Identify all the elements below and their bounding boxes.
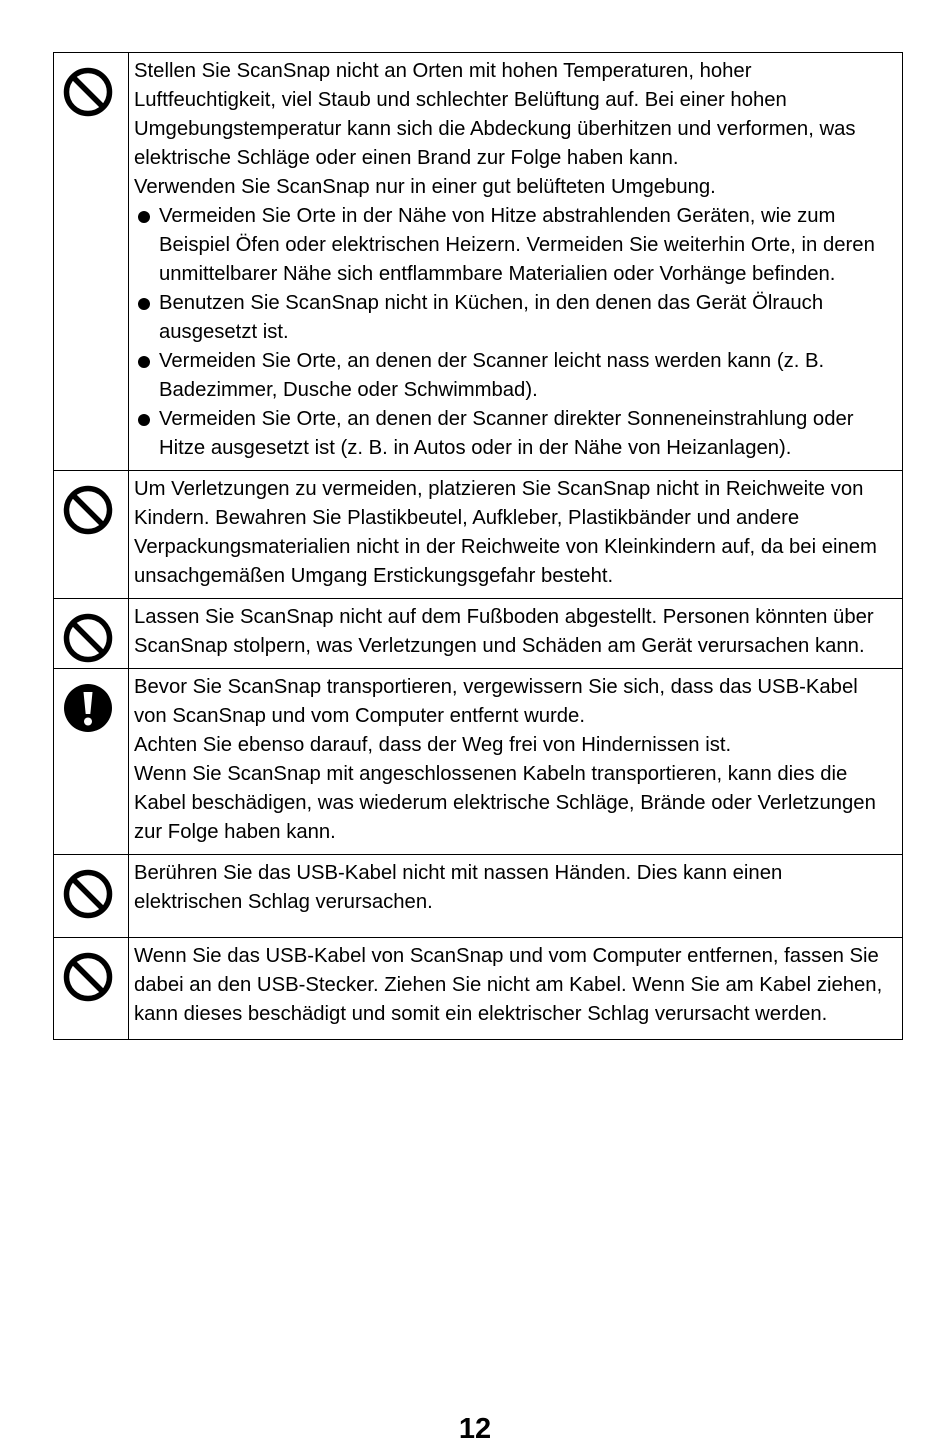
bullet-item: Benutzen Sie ScanSnap nicht in Küchen, in den denen das Gerät Ölrauch ausgesetzt ist. [134, 289, 896, 347]
bullet-item: Vermeiden Sie Orte, an denen der Scanner direkter Sonneneinstrahlung oder Hitze ausgesetzt ist (z. B. in Autos oder in der Nähe von Heizanlagen). [134, 405, 896, 463]
warning-paragraph: Stellen Sie ScanSnap nicht an Orten mit hohen Temperaturen, hoher Luftfeuchtigkeit, viel Staub und schlechter Belüftung auf. Bei einer hohen Umgebungstemperatur kann sich die Abdeckung überhitzen und verformen, was elektrische Schläge oder einen Brand zur Folge haben kann. [134, 60, 856, 169]
prohibition-icon [63, 67, 113, 117]
warning-text [129, 855, 903, 938]
mandatory-action-icon [63, 683, 113, 733]
warning-row [54, 938, 903, 1040]
warning-text [129, 669, 903, 855]
page-number: 12 [458, 1413, 492, 1445]
warning-paragraph: Wenn Sie ScanSnap mit angeschlossenen Kabeln transportieren, kann dies die Kabel beschädigen, was wiederum elektrische Schläge, Brände oder Verletzungen zur Folge haben kann. [134, 763, 876, 843]
warning-row [54, 599, 903, 669]
safety-warnings-table [53, 52, 903, 1040]
warning-row [54, 669, 903, 855]
warning-paragraph: Berühren Sie das USB-Kabel nicht mit nassen Händen. Dies kann einen elektrischen Schlag verursachen. [134, 862, 783, 913]
warning-row [54, 855, 903, 938]
bullet-item: Vermeiden Sie Orte in der Nähe von Hitze abstrahlenden Geräten, wie zum Beispiel Öfen oder elektrischen Heizern. Vermeiden Sie weiterhin Orte, in deren unmittelbarer Nähe sich entflammbare Materialien oder Vorhänge befinden. [134, 202, 896, 289]
warning-row [54, 53, 903, 471]
bullet-item: Vermeiden Sie Orte, an denen der Scanner leicht nass werden kann (z. B. Badezimmer, Dusche oder Schwimmbad). [134, 347, 896, 405]
prohibition-icon [63, 952, 113, 1002]
warning-text [129, 599, 903, 669]
warning-text [129, 471, 903, 599]
warning-paragraph: Achten Sie ebenso darauf, dass der Weg frei von Hindernissen ist. [134, 734, 732, 756]
warning-paragraph: Wenn Sie das USB-Kabel von ScanSnap und vom Computer entfernen, fassen Sie dabei an den USB-Stecker. Ziehen Sie nicht am Kabel. Wenn Sie am Kabel ziehen, kann dieses beschädigt und somit ein elektrischer Schlag verursacht werden. [134, 945, 883, 1025]
warning-row [54, 471, 903, 599]
warning-paragraph: Lassen Sie ScanSnap nicht auf dem Fußboden abgestellt. Personen könnten über ScanSnap stolpern, was Verletzungen und Schäden am Gerät verursachen kann. [134, 606, 874, 657]
warning-paragraph: Bevor Sie ScanSnap transportieren, vergewissern Sie sich, dass das USB-Kabel von ScanSnap und vom Computer entfernt wurde. [134, 676, 858, 727]
prohibition-icon [63, 613, 113, 663]
warning-text [129, 53, 903, 471]
warning-bullet-list [134, 202, 896, 463]
prohibition-icon [63, 869, 113, 919]
warning-text [129, 938, 903, 1040]
prohibition-icon [63, 485, 113, 535]
warning-paragraph: Verwenden Sie ScanSnap nur in einer gut belüfteten Umgebung. [134, 176, 716, 198]
warning-paragraph: Um Verletzungen zu vermeiden, platzieren Sie ScanSnap nicht in Reichweite von Kindern. Bewahren Sie Plastikbeutel, Aufkleber, Plastikbänder und andere Verpackungsmaterialien nicht in der Reichweite von Kleinkindern auf, da bei einem unsachgemäßen Umgang Erstickungsgefahr besteht. [134, 478, 877, 587]
